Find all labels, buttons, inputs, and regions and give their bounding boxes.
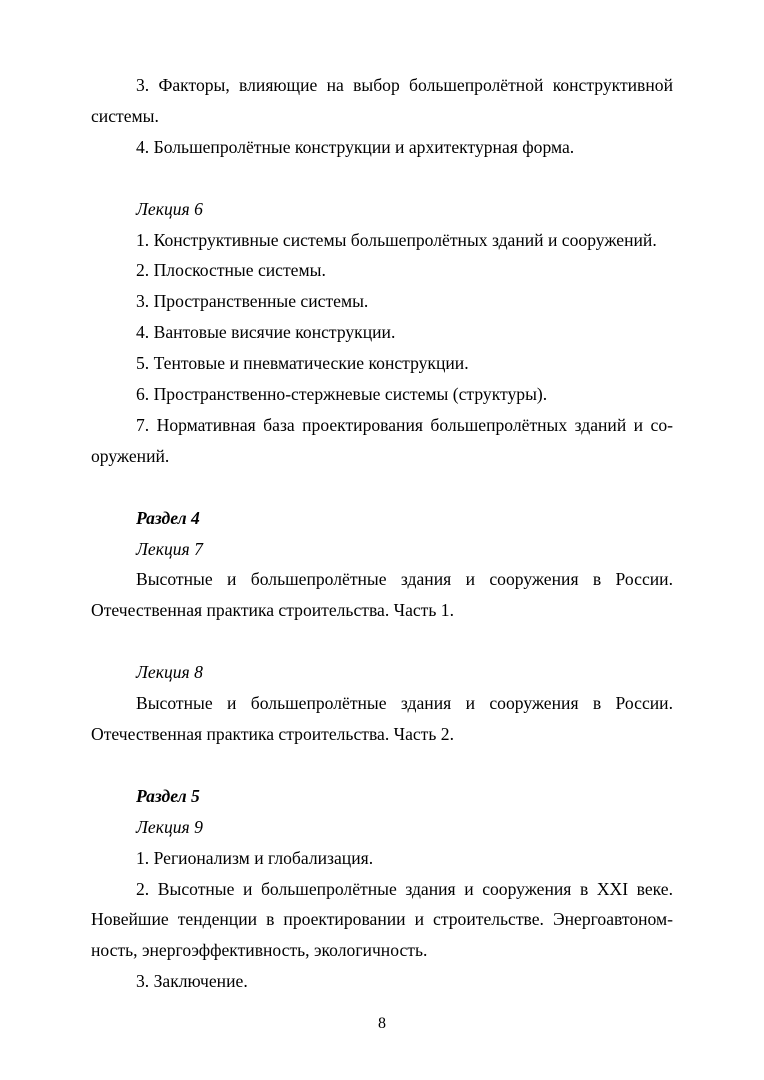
lecture-heading: Лекция 9 xyxy=(136,816,203,837)
list-item: 2. Высотные и большепролётные здания и сооружения в XXI веке. Новейшие тенденции в проектировании и строительстве. Энергоавтономность, энергоэффективность, экологичность. xyxy=(91,878,673,961)
lecture-heading: Лекция 8 xyxy=(136,662,203,683)
list-item: 2. Плоскостные системы. xyxy=(136,260,326,281)
list-item: 4. Вантовые висячие конструкции. xyxy=(136,322,396,343)
spacer xyxy=(91,472,673,503)
list-item: 3. Заключение. xyxy=(136,971,248,992)
list-item: 5. Тентовые и пневматические конструкции. xyxy=(136,353,469,374)
list-item: 7. Нормативная база проектирования большепролётных зданий и сооружений. xyxy=(91,414,673,466)
lecture-heading: Лекция 6 xyxy=(136,198,203,219)
spacer xyxy=(91,163,673,194)
spacer xyxy=(91,750,673,781)
section-heading: Раздел 4 xyxy=(136,507,200,528)
spacer xyxy=(91,626,673,657)
list-item: 3. Факторы, влияющие на выбор большепролётной конструктивной системы. xyxy=(91,75,673,126)
page-number: 8 xyxy=(378,1015,386,1032)
list-item: 6. Пространственно-стержневые системы (структуры). xyxy=(136,384,548,405)
lecture-text: Высотные и большепролётные здания и сооружения в России. Отечественная практика строительства. Часть 2. xyxy=(91,693,673,744)
section-heading: Раздел 5 xyxy=(136,785,200,806)
list-item: 3. Пространственные системы. xyxy=(136,291,369,312)
lecture-heading: Лекция 7 xyxy=(136,538,203,559)
lecture-text: Высотные и большепролётные здания и сооружения в России. Отечественная практика строительства. Часть 1. xyxy=(91,569,673,621)
list-item: 1. Конструктивные системы большепролётных зданий и сооружений. xyxy=(136,229,657,250)
document-page xyxy=(91,70,673,997)
list-item: 4. Большепролётные конструкции и архитектурная форма. xyxy=(136,136,575,157)
list-item: 1. Регионализм и глобализация. xyxy=(136,847,374,868)
